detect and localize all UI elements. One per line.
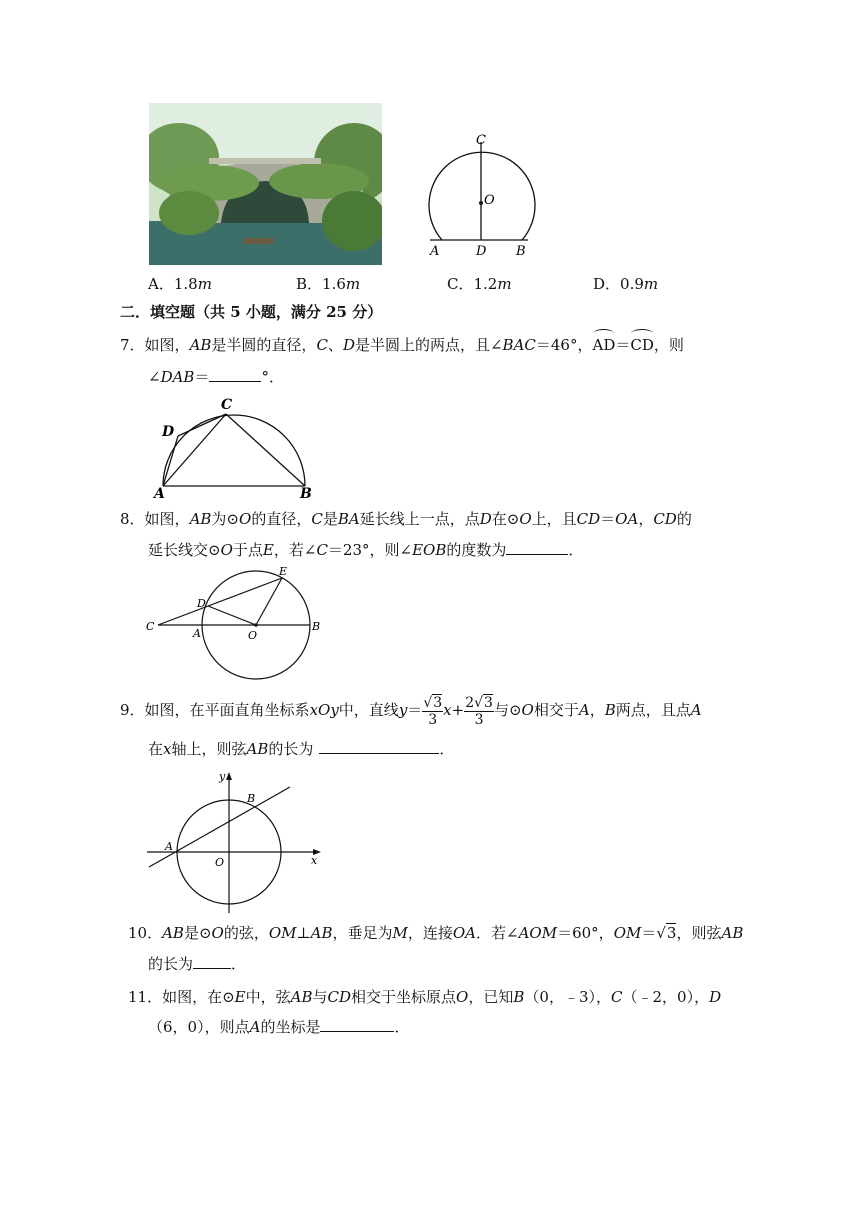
label-o: O: [484, 193, 495, 208]
fraction-sqrt3-over-3: $\frac{√3}{3}$: [423, 694, 443, 728]
svg-text:A: A: [165, 840, 173, 853]
svg-text:O: O: [215, 856, 225, 869]
q10-line2: 的长为 ．: [148, 955, 247, 973]
q9-line1: 9．如图，在平面直角坐标系xOy中，直线y＝ $\frac{√3}{3}$ x+ $\frac{2√3}{3}$ 与⊙O相交于A，B两点，且点A: [120, 694, 702, 728]
q8-circle-diagram: [140, 562, 330, 682]
svg-text:C: C: [146, 620, 155, 633]
q10-line1: 10．AB是⊙O的弦，OM⊥AB，垂足为M，连接OA．若∠AOM＝60°，OM＝√3，则弦AB: [128, 924, 744, 942]
svg-text:D: D: [162, 424, 175, 440]
svg-text:B: B: [247, 792, 256, 805]
q6-option-c: C．1.2m: [447, 275, 512, 293]
label-c: C: [476, 133, 486, 148]
q9-answer-blank[interactable]: [319, 739, 439, 754]
svg-text:B: B: [312, 620, 321, 633]
q8-line2: 延长线交⊙O于点E，若∠C＝23°，则∠EOB的度数为 ．: [148, 541, 584, 559]
section-title: 二．填空题（共 5 小题，满分 25 分）: [120, 303, 383, 321]
label-d: D: [476, 244, 487, 259]
svg-text:D: D: [197, 597, 206, 610]
svg-text:E: E: [279, 565, 288, 578]
q7-line1: 7．如图，AB是半圆的直径，C、D是半圆上的两点，且∠BAC＝46°，AD＝CD，则: [120, 336, 684, 354]
fraction-2sqrt3-over-3: $\frac{2√3}{3}$: [465, 694, 493, 728]
q6-option-a: A．1.8m: [148, 275, 212, 293]
svg-text:B: B: [300, 486, 312, 502]
q9-coordinate-diagram: [145, 770, 330, 915]
arc-ad: AD: [592, 336, 616, 354]
svg-text:O: O: [248, 629, 258, 642]
q7-answer-blank[interactable]: [209, 367, 261, 382]
q11-line1: 11．如图，在⊙E中，弦AB与CD相交于坐标原点O，已知B（0，﹣3），C（﹣2，0），D: [128, 988, 722, 1006]
svg-text:A: A: [154, 486, 165, 502]
q11-line2: （6，0），则点A的坐标是 ．: [148, 1018, 410, 1036]
q8-line1: 8．如图，AB为⊙O的直径，C是BA延长线上一点，点D在⊙O上，且CD＝OA，CD的: [120, 510, 692, 528]
q10-answer-blank[interactable]: [193, 954, 231, 969]
svg-text:C: C: [221, 397, 233, 413]
q8-answer-blank[interactable]: [506, 540, 568, 555]
svg-text:A: A: [193, 627, 201, 640]
label-a: A: [430, 244, 440, 259]
svg-text:y: y: [219, 770, 226, 783]
q7-semicircle-diagram: [150, 392, 325, 502]
q6-option-b: B．1.6m: [296, 275, 361, 293]
q7-line2: ∠DAB＝ °．: [148, 368, 284, 386]
q9-line2: 在x轴上，则弦AB的长为 ．: [148, 740, 455, 758]
svg-text:x: x: [311, 854, 318, 867]
label-b: B: [516, 244, 526, 259]
bridge-photo: [149, 103, 382, 265]
q11-answer-blank[interactable]: [320, 1017, 394, 1032]
q6-option-d: D．0.9m: [593, 275, 659, 293]
arc-cd: CD: [630, 336, 654, 354]
arch-diagram: [420, 130, 545, 265]
